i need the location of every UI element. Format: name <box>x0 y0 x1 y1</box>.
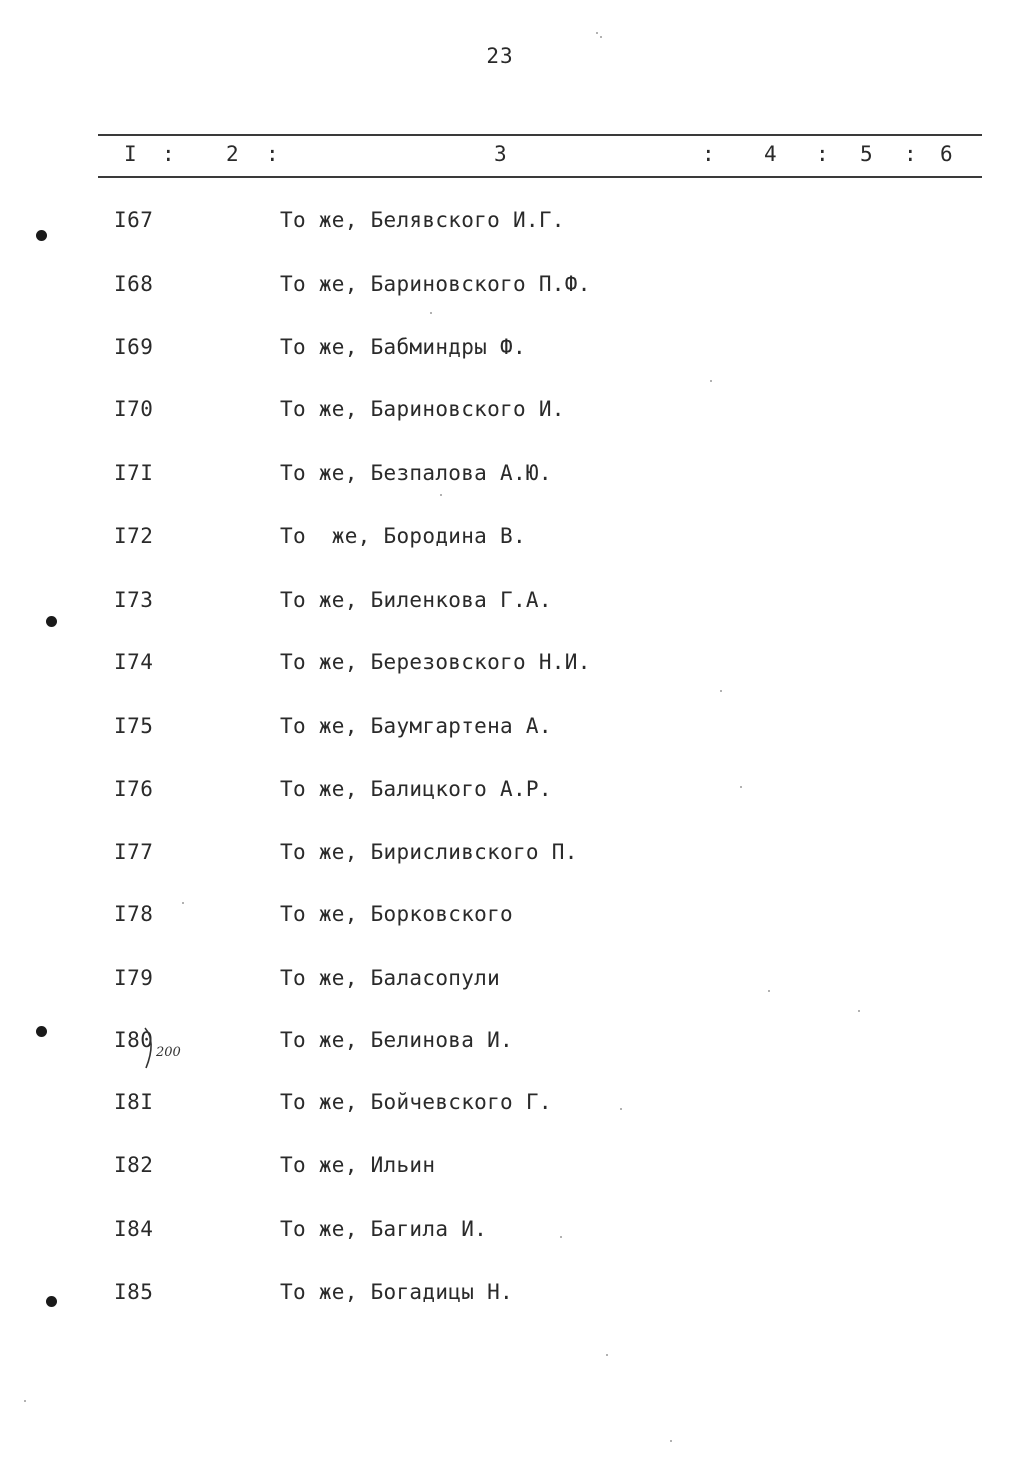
scan-speck <box>182 902 184 904</box>
row-number: I85 <box>114 1280 154 1304</box>
row-number: I70 <box>114 397 154 421</box>
scan-speck <box>606 1354 608 1356</box>
punch-hole-mark <box>46 616 57 627</box>
row-description: То же, Баумгартена А. <box>280 714 552 738</box>
scan-speck <box>560 1236 562 1238</box>
row-number: I67 <box>114 208 154 232</box>
row-number: I84 <box>114 1217 154 1241</box>
row-number: I8I <box>114 1090 154 1114</box>
scan-speck <box>710 380 712 382</box>
handwritten-annotation <box>142 1026 190 1072</box>
handwritten-bracket <box>145 1028 151 1068</box>
header-separator-1: : <box>162 142 175 166</box>
table-row <box>0 650 1024 690</box>
row-description: То же, Березовского Н.И. <box>280 650 591 674</box>
scan-speck <box>720 690 722 692</box>
row-number: I73 <box>114 588 154 612</box>
row-number: I76 <box>114 777 154 801</box>
row-description: То же, Баласопули <box>280 966 501 990</box>
header-col-4: 4 <box>764 142 777 166</box>
header-col-2: 2 <box>226 142 239 166</box>
scan-speck <box>858 1010 860 1012</box>
table-row <box>0 1217 1024 1257</box>
row-description: То же, Багила И. <box>280 1217 488 1241</box>
row-description: То же, Борковского <box>280 902 513 926</box>
scan-speck <box>430 312 432 314</box>
row-number: I68 <box>114 272 154 296</box>
row-number: I69 <box>114 335 154 359</box>
scan-speck <box>600 36 602 38</box>
row-description: То же, Ильин <box>280 1153 436 1177</box>
punch-hole-mark <box>46 1296 57 1307</box>
table-row <box>0 272 1024 312</box>
table-row <box>0 966 1024 1006</box>
header-col-6: 6 <box>940 142 953 166</box>
handwritten-note: 200 <box>156 1045 181 1060</box>
row-description: То же, Бойчевского Г. <box>280 1090 552 1114</box>
row-number: I80 <box>114 1028 154 1052</box>
header-separator-2: : <box>266 142 279 166</box>
row-description: То же, Бородина В. <box>280 524 526 548</box>
table-header-bottom-rule <box>98 176 982 178</box>
table-row <box>0 714 1024 754</box>
row-description: То же, Бабминдры Ф. <box>280 335 526 359</box>
row-description: То же, Безпалова А.Ю. <box>280 461 552 485</box>
header-separator-4: : <box>816 142 829 166</box>
header-col-1: I <box>124 142 137 166</box>
scan-speck <box>620 1108 622 1110</box>
scan-speck <box>24 1400 26 1402</box>
table-row <box>0 588 1024 628</box>
table-row <box>0 208 1024 248</box>
row-description: То же, Бариновского И. <box>280 397 565 421</box>
table-row <box>0 461 1024 501</box>
header-separator-3: : <box>702 142 715 166</box>
page-number: 23 <box>486 44 514 68</box>
punch-hole-mark <box>36 230 47 241</box>
scan-speck <box>768 990 770 992</box>
table-row <box>0 335 1024 375</box>
row-number: I79 <box>114 966 154 990</box>
scan-speck <box>740 786 742 788</box>
table-row <box>0 1280 1024 1320</box>
row-number: I7I <box>114 461 154 485</box>
table-row <box>0 397 1024 437</box>
row-number: I82 <box>114 1153 154 1177</box>
table-row <box>0 1090 1024 1130</box>
header-separator-5: : <box>904 142 917 166</box>
row-number: I74 <box>114 650 154 674</box>
row-description: То же, Белявского И.Г. <box>280 208 565 232</box>
row-number: I72 <box>114 524 154 548</box>
row-description: То же, Биленкова Г.А. <box>280 588 552 612</box>
scan-speck <box>596 32 598 34</box>
table-row <box>0 524 1024 564</box>
header-col-5: 5 <box>860 142 873 166</box>
header-col-3: 3 <box>494 142 507 166</box>
scan-speck <box>440 494 442 496</box>
table-row <box>0 777 1024 817</box>
row-description: То же, Богадицы Н. <box>280 1280 513 1304</box>
punch-hole-mark <box>36 1026 47 1037</box>
row-number: I75 <box>114 714 154 738</box>
row-number: I78 <box>114 902 154 926</box>
table-row <box>0 840 1024 880</box>
row-description: То же, Белинова И. <box>280 1028 513 1052</box>
row-number: I77 <box>114 840 154 864</box>
row-description: То же, Бариновского П.Ф. <box>280 272 591 296</box>
row-description: То же, Балицкого А.Р. <box>280 777 552 801</box>
table-header-top-rule <box>98 134 982 136</box>
table-row <box>0 902 1024 942</box>
row-description: То же, Бирисливского П. <box>280 840 578 864</box>
scan-speck <box>670 1440 672 1442</box>
table-row <box>0 1153 1024 1193</box>
